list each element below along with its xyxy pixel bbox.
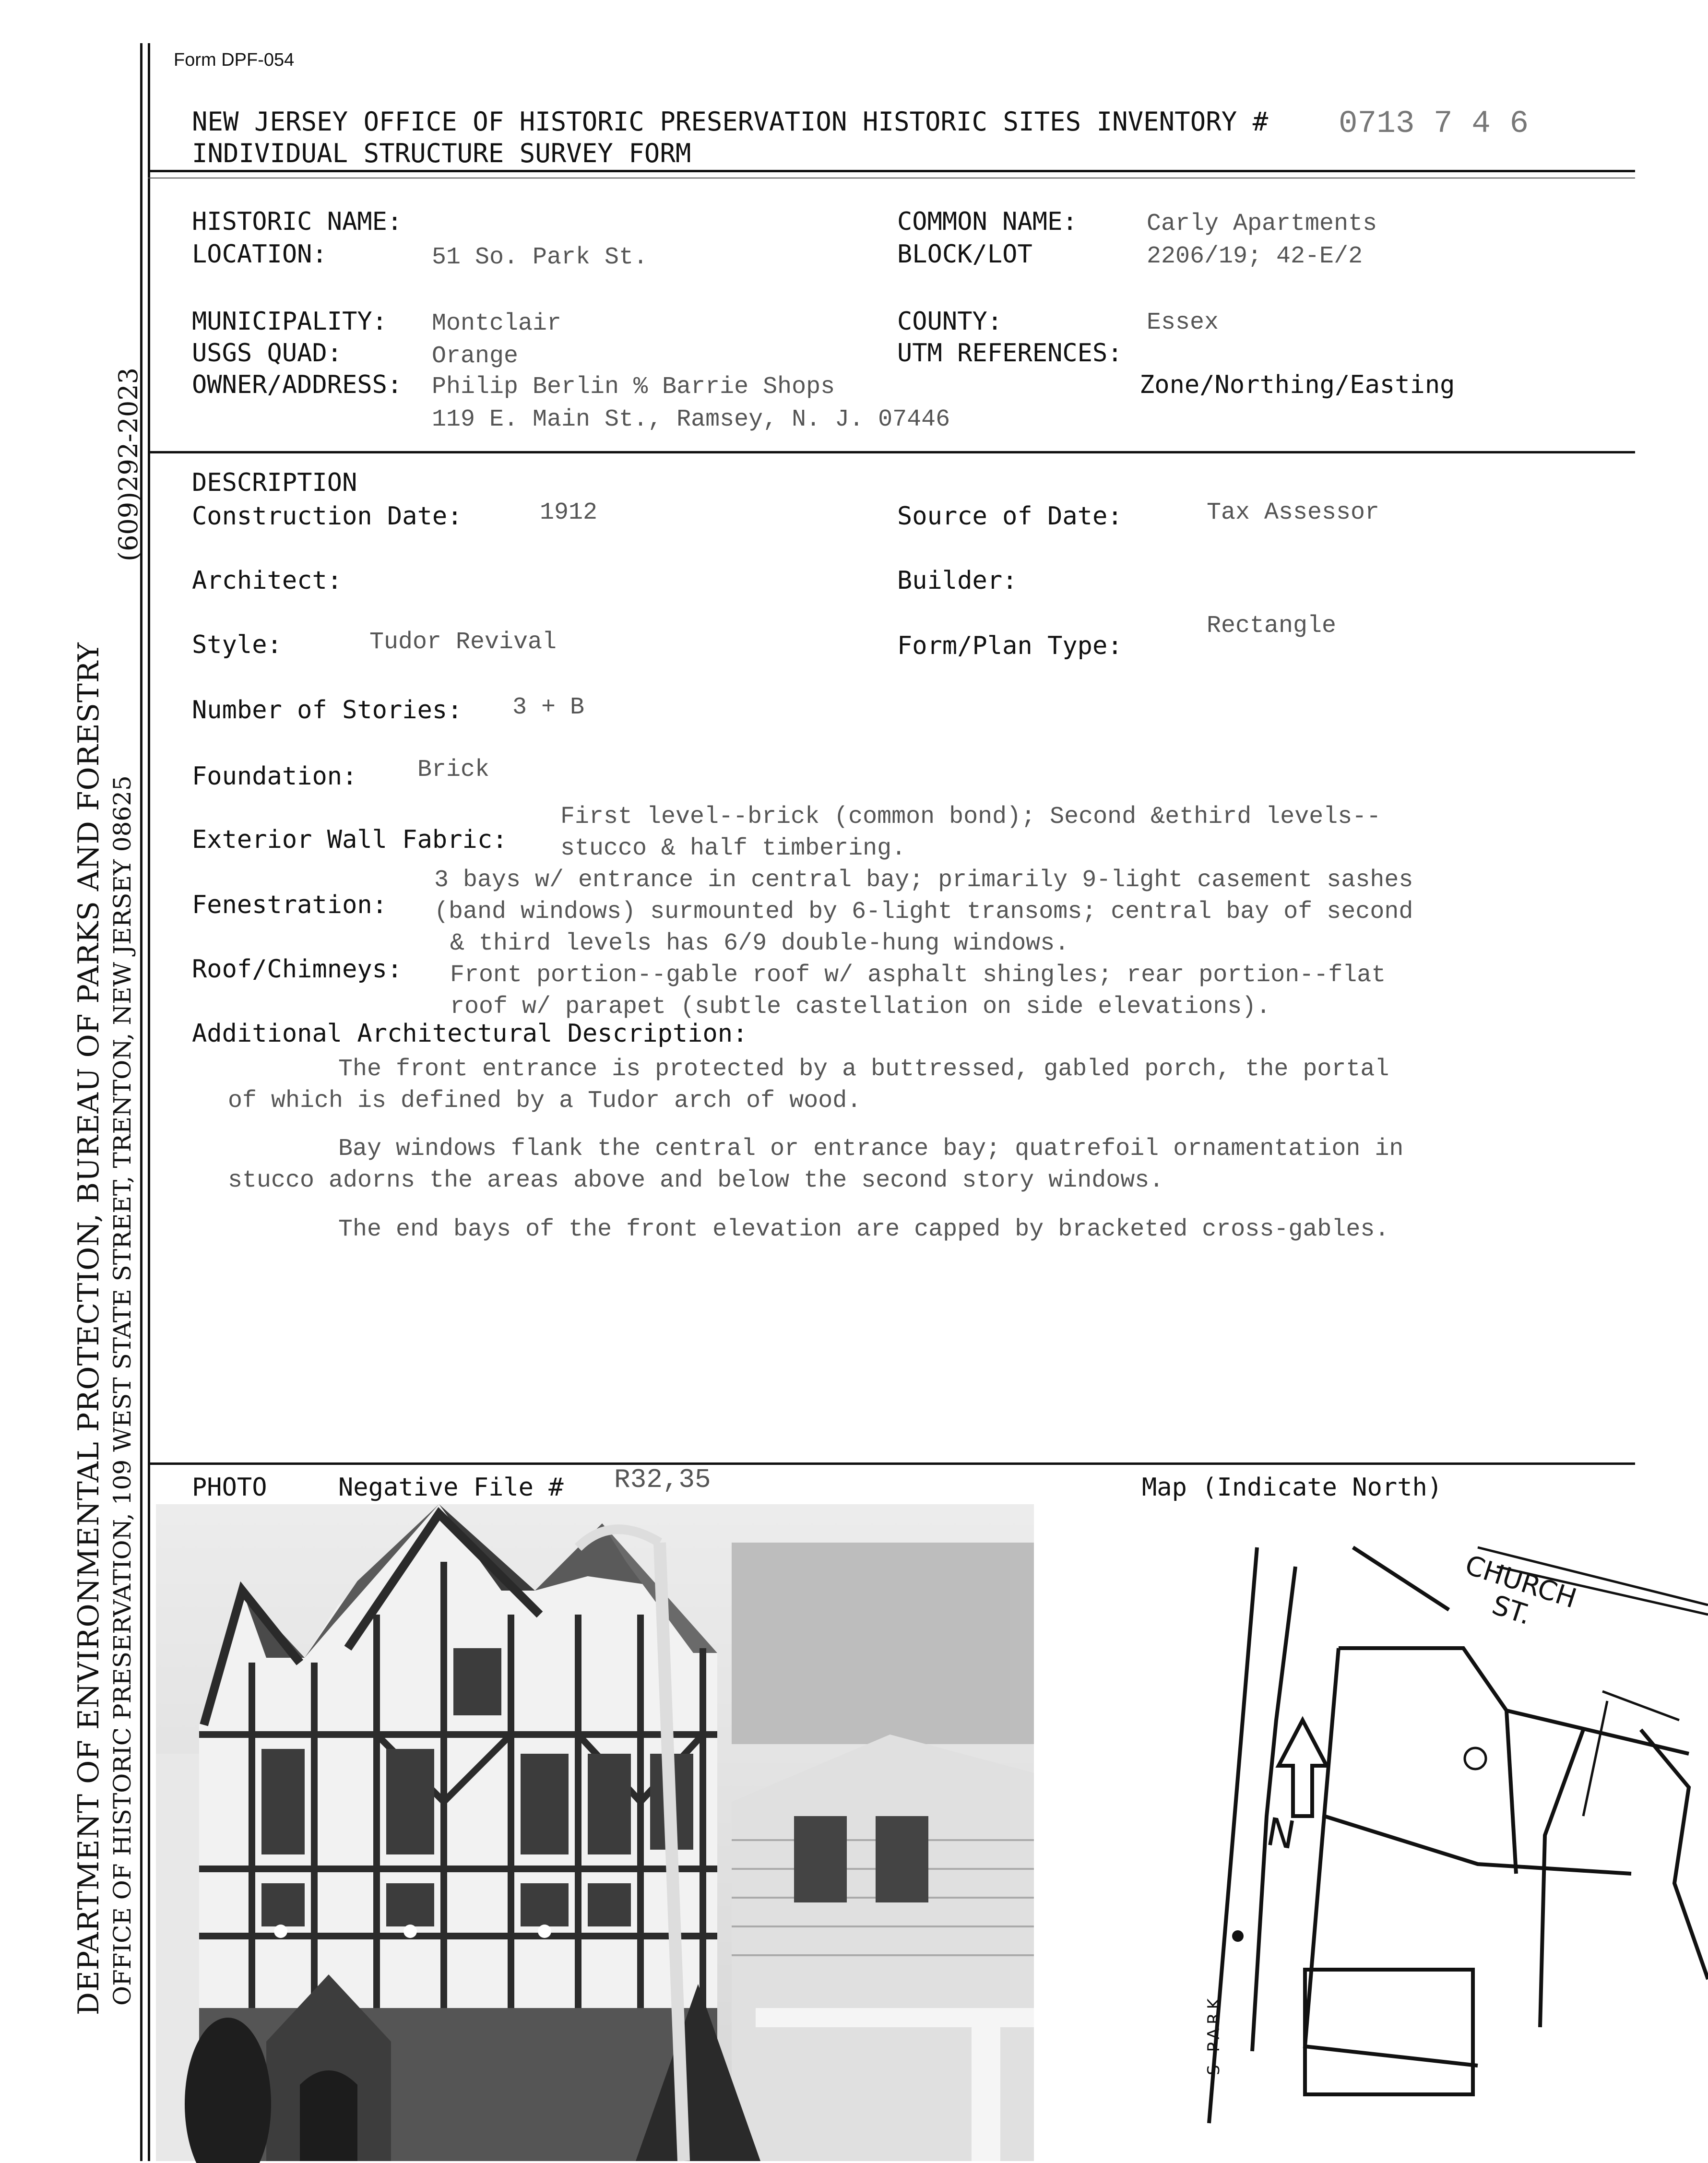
municipality-value: Montclair <box>432 310 562 337</box>
inventory-number: 0713 7 4 6 <box>1339 106 1529 142</box>
common-name-value: Carly Apartments <box>1147 210 1377 238</box>
additional-para2-line1: Bay windows flank the central or entrance bay; quatrefoil ornamentation in <box>338 1135 1404 1163</box>
municipality-label: MUNICIPALITY: <box>192 307 387 336</box>
wall-fabric-label: Exterior Wall Fabric: <box>192 825 508 854</box>
form-plan-label: Form/Plan Type: <box>897 631 1123 660</box>
utm-label: UTM REFERENCES: <box>897 339 1123 368</box>
form-id: Form DPF-054 <box>174 50 295 70</box>
wall-fabric-line2: stucco & half timbering. <box>560 835 906 862</box>
style-label: Style: <box>192 630 282 659</box>
zone-northing-easting: Zone/Northing/Easting <box>1139 370 1455 399</box>
usgs-quad-label: USGS QUAD: <box>192 339 343 368</box>
fenestration-line3: & third levels has 6/9 double-hung windows. <box>450 930 1069 957</box>
owner-line2: 119 E. Main St., Ramsey, N. J. 07446 <box>432 406 950 433</box>
photo-label: PHOTO <box>192 1473 267 1502</box>
wall-fabric-line1: First level--brick (common bond); Second &ethird levels-- <box>560 803 1381 831</box>
map-street-church: CHURCH ST. <box>1461 1549 1580 1631</box>
foundation-value: Brick <box>417 756 490 784</box>
fenestration-line2: (band windows) surmounted by 6-light transoms; central bay of second <box>434 898 1413 926</box>
owner-line1: Philip Berlin % Barrie Shops <box>432 373 835 401</box>
left-margin-rule-inner <box>148 43 150 2161</box>
sidebar-department: DEPARTMENT OF ENVIRONMENTAL PROTECTION, BUREAU OF PARKS AND FORESTRY <box>72 642 106 2015</box>
roof-line1: Front portion--gable roof w/ asphalt shingles; rear portion--flat <box>450 962 1386 989</box>
map-label: Map (Indicate North) <box>1142 1473 1443 1502</box>
block-lot-value: 2206/19; 42-E/2 <box>1147 243 1363 270</box>
construction-date-label: Construction Date: <box>192 502 463 531</box>
additional-para3: The end bays of the front elevation are capped by bracketed cross-gables. <box>338 1216 1389 1243</box>
stories-label: Number of Stories: <box>192 696 463 725</box>
construction-date-value: 1912 <box>540 499 598 526</box>
county-value: Essex <box>1147 309 1219 336</box>
sidebar-phone: (609)292-2023 <box>113 368 143 561</box>
county-label: COUNTY: <box>897 307 1003 336</box>
site-map <box>1204 1547 1708 2161</box>
additional-description-label: Additional Architectural Description: <box>192 1019 748 1048</box>
map-street-s-park: S PARK <box>1204 1995 1223 2075</box>
identification-rule <box>148 451 1635 453</box>
block-lot-label: BLOCK/LOT <box>897 240 1032 269</box>
form-plan-value: Rectangle <box>1207 612 1337 640</box>
source-of-date-value: Tax Assessor <box>1207 499 1380 526</box>
negative-file-value: R32,35 <box>614 1464 711 1495</box>
roof-line2: roof w/ parapet (subtle castellation on side elevations). <box>450 993 1271 1021</box>
left-margin-rule-outer <box>140 43 142 2161</box>
builder-label: Builder: <box>897 566 1018 595</box>
description-heading: DESCRIPTION <box>192 468 357 497</box>
sidebar-office-address: OFFICE OF HISTORIC PRESERVATION, 109 WEST STATE STREET, TRENTON, NEW JERSEY 08625 <box>108 775 136 2006</box>
historic-name-label: HISTORIC NAME: <box>192 207 403 236</box>
architect-label: Architect: <box>192 566 343 595</box>
negative-file-label: Negative File # <box>338 1473 564 1502</box>
style-value: Tudor Revival <box>369 629 557 656</box>
common-name-label: COMMON NAME: <box>897 207 1078 236</box>
description-rule <box>148 1462 1635 1465</box>
map-north-label: N <box>1263 1809 1299 1858</box>
header-line2: INDIVIDUAL STRUCTURE SURVEY FORM <box>192 138 691 168</box>
foundation-label: Foundation: <box>192 762 357 791</box>
location-value: 51 So. Park St. <box>432 244 648 271</box>
owner-label: OWNER/ADDRESS: <box>192 370 403 399</box>
usgs-quad-value: Orange <box>432 343 519 370</box>
roof-label: Roof/Chimneys: <box>192 955 403 984</box>
building-photo <box>156 1504 1034 2161</box>
additional-para2-line2: stucco adorns the areas above and below the second story windows. <box>228 1167 1164 1194</box>
fenestration-label: Fenestration: <box>192 891 387 919</box>
location-label: LOCATION: <box>192 240 327 269</box>
additional-para1-line2: of which is defined by a Tudor arch of wood. <box>228 1087 862 1115</box>
source-of-date-label: Source of Date: <box>897 502 1123 531</box>
header-rule <box>148 170 1635 172</box>
fenestration-line1: 3 bays w/ entrance in central bay; primarily 9-light casement sashes <box>434 867 1413 894</box>
additional-para1-line1: The front entrance is protected by a buttressed, gabled porch, the portal <box>338 1056 1389 1083</box>
stories-value: 3 + B <box>512 694 585 721</box>
header-line1: NEW JERSEY OFFICE OF HISTORIC PRESERVATION HISTORIC SITES INVENTORY # <box>192 107 1269 137</box>
